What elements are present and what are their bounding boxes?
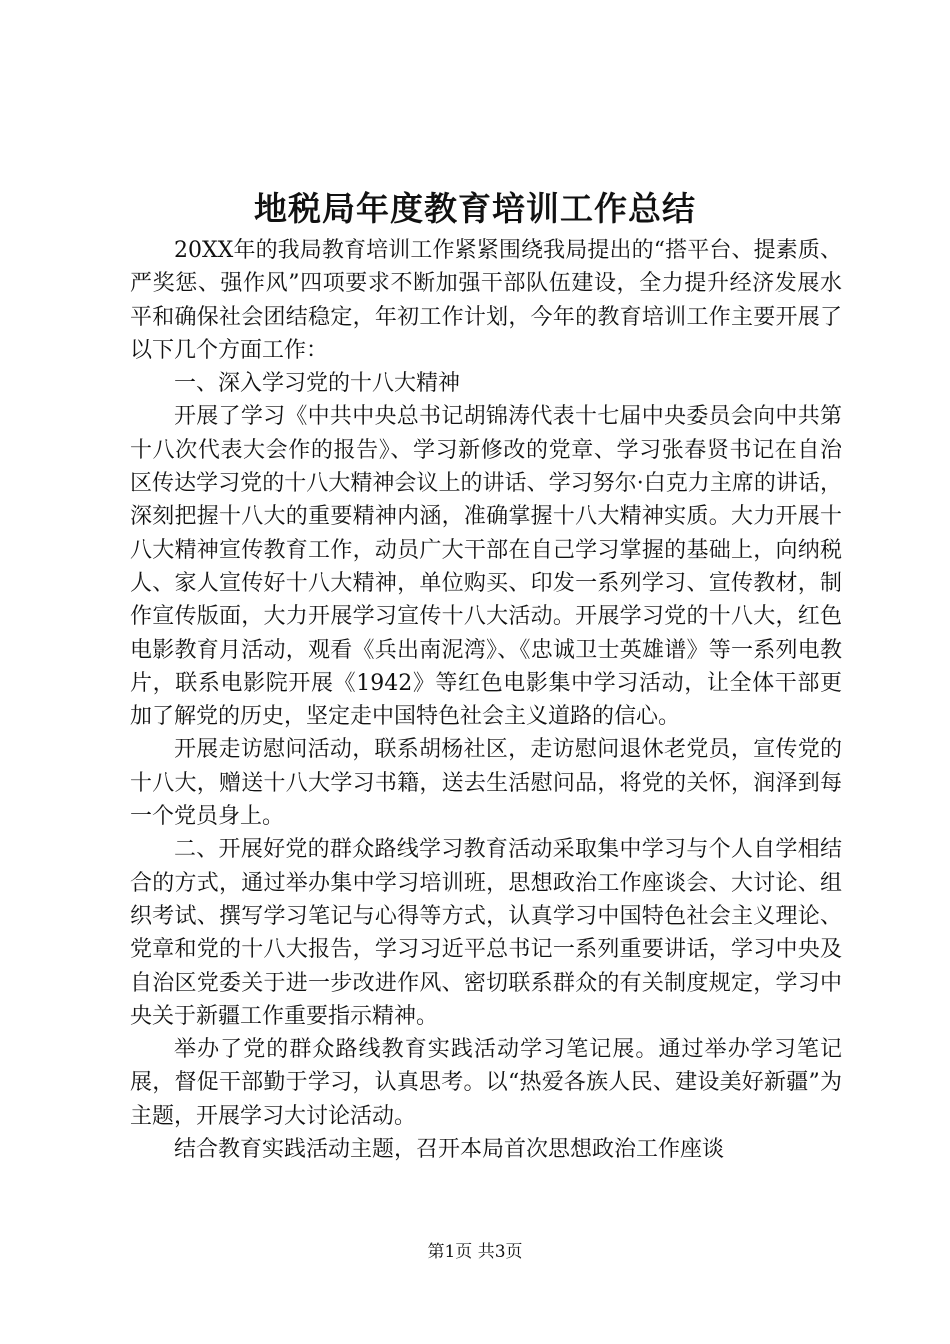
paragraph: 举办了党的群众路线教育实践活动学习笔记展。通过举办学习笔记展，督促干部勤于学习，认真思考。以“热爱各族人民、建设美好新疆”为主题，开展学习大讨论活动。 — [130, 1037, 842, 1129]
document-body — [130, 234, 842, 1166]
paragraph: 结合教育实践活动主题，召开本局首次思想政治工作座谈 — [174, 1137, 725, 1163]
paragraph: 开展了学习《中共中央总书记胡锦涛代表十七届中央委员会向中共第十八次代表大会作的报告》、学习新修改的党章、学习张春贤书记在自治区传达学习党的十八大精神会议上的讲话、学习努尔·白克力主席的讲话，深刻把握十八大的重要精神内涵，准确掌握十八大精神实质。大力开展十八大精神宣传教育工作，动员广大干部在自己学习掌握的基础上，向纳税人、家人宣传好十八大精神，单位购买、印发一系列学习、宣传教材，制作宣传版面，大力开展学习宣传十八大活动。开展学习党的十八大，红色电影教育月活动，观看《兵出南泥湾》、《忠诚卫士英雄谱》等一系列电教片，联系电影院开展《1942》等红色电影集中学习活动，让全体干部更加了解党的历史，坚定走中国特色社会主义道路的信心。 — [130, 404, 842, 730]
section-heading-1: 一、深入学习党的十八大精神 — [174, 371, 461, 397]
paragraph-intro: 20XX年的我局教育培训工作紧紧围绕我局提出的“搭平台、提素质、严奖惩、强作风”四项要求不断加强干部队伍建设，全力提升经济发展水平和确保社会团结稳定，年初工作计划，今年的教育培训工作主要开展了以下几个方面工作： — [130, 238, 842, 363]
document-title: 地税局年度教育培训工作总结 — [254, 189, 696, 228]
section-heading-2-paragraph: 二、开展好党的群众路线学习教育活动采取集中学习与个人自学相结合的方式，通过举办集中学习培训班，思想政治工作座谈会、大讨论、组织考试、撰写学习笔记与心得等方式，认真学习中国特色社会主义理论、党章和党的十八大报告，学习习近平总书记一系列重要讲话，学习中央及自治区党委关于进一步改进作风、密切联系群众的有关制度规定，学习中央关于新疆工作重要指示精神。 — [130, 837, 842, 1029]
page-footer: 第1页 共3页 — [427, 1242, 523, 1262]
paragraph: 开展走访慰问活动，联系胡杨社区，走访慰问退休老党员，宣传党的十八大，赠送十八大学习书籍，送去生活慰问品，将党的关怀，润泽到每一个党员身上。 — [130, 737, 842, 830]
